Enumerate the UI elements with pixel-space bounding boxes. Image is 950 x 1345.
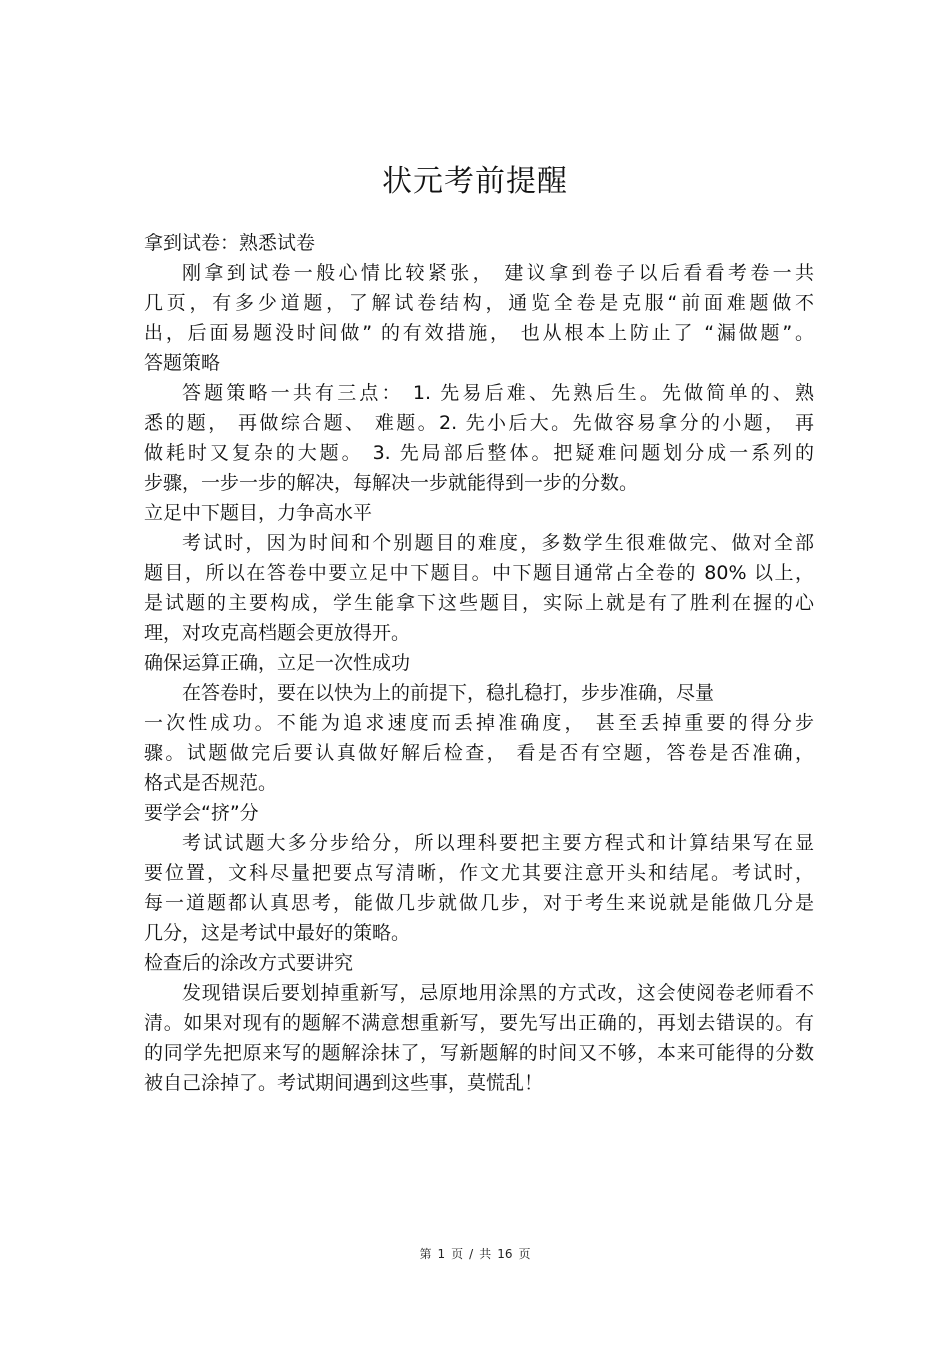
paragraph-line: 骤。试题做完后要认真做好解后检查， 看是否有空题，答卷是否准确， [144,742,814,764]
paragraph-line: 几页，有多少道题，了解试卷结构，通览全卷是克服“前面难题做不 [144,292,814,314]
paragraph-line: 步骤，一步一步的解决，每解决一步就能得到一步的分数。 [144,472,639,494]
section-heading: 答题策略 [144,352,221,374]
footer-total-prefix: 共 [479,1247,492,1261]
paragraph-line: 考试时，因为时间和个别题目的难度，多数学生很难做完、做对全部 [182,532,814,554]
section-heading: 检查后的涂改方式要讲究 [144,952,354,974]
paragraph-line: 出，后面易题没时间做” 的有效措施， 也从根本上防止了 “漏做题”。 [144,322,814,344]
paragraph-line: 清。如果对现有的题解不满意想重新写，要先写出正确的，再划去错误的。有 [144,1012,814,1034]
section-heading: 要学会“挤”分 [144,802,259,824]
paragraph-line: 几分，这是考试中最好的策略。 [144,922,411,944]
paragraph-line: 格式是否规范。 [144,772,278,794]
section-heading: 确保运算正确，立足一次性成功 [144,652,411,674]
paragraph-line: 刚拿到试卷一般心情比较紧张， 建议拿到卷子以后看看考卷一共 [182,262,814,284]
footer-prefix: 第 [419,1247,432,1261]
paragraph-line: 的同学先把原来写的题解涂抹了，写新题解的时间又不够，本来可能得的分数 [144,1042,814,1064]
footer-page-word: 页 [451,1247,464,1261]
footer-separator: / [469,1247,474,1261]
document-body [144,228,814,1098]
document-title: 状元考前提醒 [382,164,568,199]
page-footer [0,1246,950,1262]
paragraph-line: 是试题的主要构成，学生能拿下这些题目，实际上就是有了胜利在握的心 [144,592,814,614]
paragraph-line: 被自己涂掉了。考试期间遇到这些事，莫慌乱！ [144,1072,544,1094]
paragraph-line: 做耗时又复杂的大题。 3. 先局部后整体。把疑难问题划分成一系列的 [144,442,814,464]
paragraph-line: 理，对攻克高档题会更放得开。 [144,622,411,644]
section-heading: 立足中下题目，力争高水平 [144,502,373,524]
paragraph-line: 每一道题都认真思考，能做几步就做几步，对于考生来说就是能做几分是 [144,892,814,914]
paragraph-line: 在答卷时，要在以快为上的前提下，稳扎稳打，步步准确，尽量 [182,682,715,704]
paragraph-line: 发现错误后要划掉重新写，忌原地用涂黑的方式改，这会使阅卷老师看不 [182,982,814,1004]
paragraph-line: 一次性成功。不能为追求速度而丢掉准确度， 甚至丢掉重要的得分步 [144,712,814,734]
paragraph-line: 题目，所以在答卷中要立足中下题目。中下题目通常占全卷的 80% 以上， [144,562,814,584]
paragraph-line: 答题策略一共有三点： 1. 先易后难、先熟后生。先做简单的、熟 [182,382,814,404]
section-heading: 拿到试卷：熟悉试卷 [144,232,316,254]
footer-total-suffix: 页 [518,1247,531,1261]
paragraph-line: 要位置，文科尽量把要点写清晰，作文尤其要注意开头和结尾。考试时， [144,862,814,884]
paragraph-line: 考试试题大多分步给分，所以理科要把主要方程式和计算结果写在显 [182,832,814,854]
paragraph-line: 悉的题， 再做综合题、 难题。2. 先小后大。先做容易拿分的小题， 再 [144,412,814,434]
current-page-number: 1 [437,1247,446,1261]
total-pages-number: 16 [497,1247,513,1261]
